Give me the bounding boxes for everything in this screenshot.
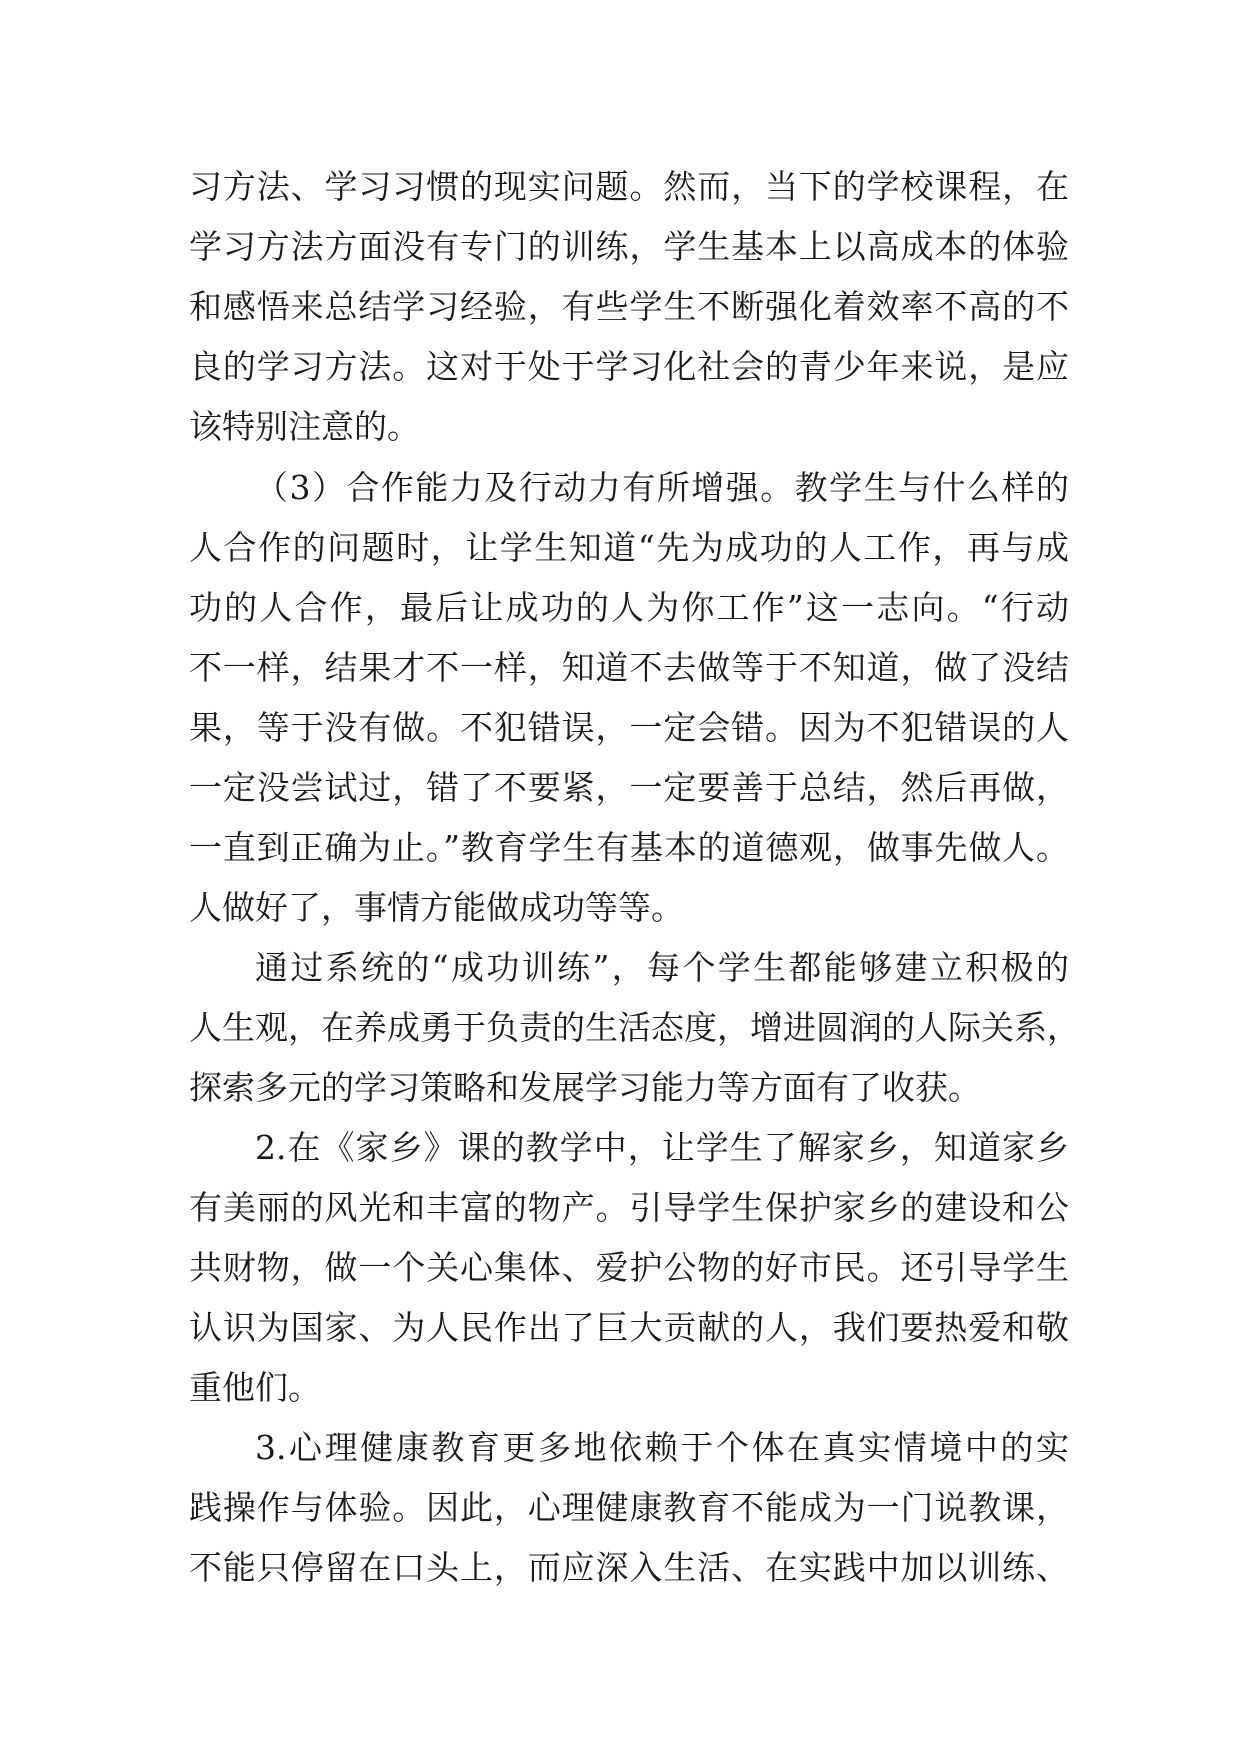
- text-line: 习方法、学习习惯的现实问题。然而，当下的学校课程，在: [189, 167, 1069, 206]
- text-line: 践操作与体验。因此，心理健康教育不能成为一门说教课，: [189, 1488, 1069, 1527]
- text-line: 有美丽的风光和丰富的物产。引导学生保护家乡的建设和公: [189, 1188, 1069, 1227]
- text-line: 重他们。: [189, 1368, 321, 1407]
- text-line: 果，等于没有做。不犯错误，一定会错。因为不犯错误的人: [189, 708, 1069, 747]
- text-line: 一直到正确为止。”教育学生有基本的道德观，做事先做人。: [189, 828, 1069, 867]
- paragraph-first-line: 3.心理健康教育更多地依赖于个体在真实情境中的实: [255, 1428, 1069, 1467]
- paragraph-first-line: （3）合作能力及行动力有所增强。教学生与什么样的: [255, 468, 1069, 507]
- text-line: 和感悟来总结学习经验，有些学生不断强化着效率不高的不: [189, 287, 1069, 326]
- text-line: 人做好了，事情方能做成功等等。: [189, 888, 684, 927]
- text-line: 共财物，做一个关心集体、爱护公物的好市民。还引导学生: [189, 1248, 1069, 1287]
- paragraph-first-line: 通过系统的“成功训练”，每个学生都能够建立积极的: [255, 948, 1069, 987]
- text-line: 该特别注意的。: [189, 407, 420, 446]
- text-line: 功的人合作，最后让成功的人为你工作”这一志向。“行动: [189, 588, 1069, 627]
- text-line: 认识为国家、为人民作出了巨大贡献的人，我们要热爱和敬: [189, 1308, 1069, 1347]
- text-line: 不一样，结果才不一样，知道不去做等于不知道，做了没结: [189, 648, 1069, 687]
- text-line: 不能只停留在口头上，而应深入生活、在实践中加以训练、: [189, 1548, 1069, 1587]
- text-line: 探索多元的学习策略和发展学习能力等方面有了收获。: [189, 1068, 981, 1107]
- paragraph-first-line: 2.在《家乡》课的教学中，让学生了解家乡，知道家乡: [255, 1128, 1069, 1167]
- text-line: 良的学习方法。这对于处于学习化社会的青少年来说，是应: [189, 347, 1069, 386]
- text-line: 一定没尝试过，错了不要紧，一定要善于总结，然后再做，: [189, 768, 1069, 807]
- text-line: 人合作的问题时，让学生知道“先为成功的人工作，再与成: [189, 528, 1069, 567]
- text-line: 学习方法方面没有专门的训练，学生基本上以高成本的体验: [189, 227, 1069, 266]
- text-line: 人生观，在养成勇于负责的生活态度，增进圆润的人际关系，: [189, 1008, 1080, 1047]
